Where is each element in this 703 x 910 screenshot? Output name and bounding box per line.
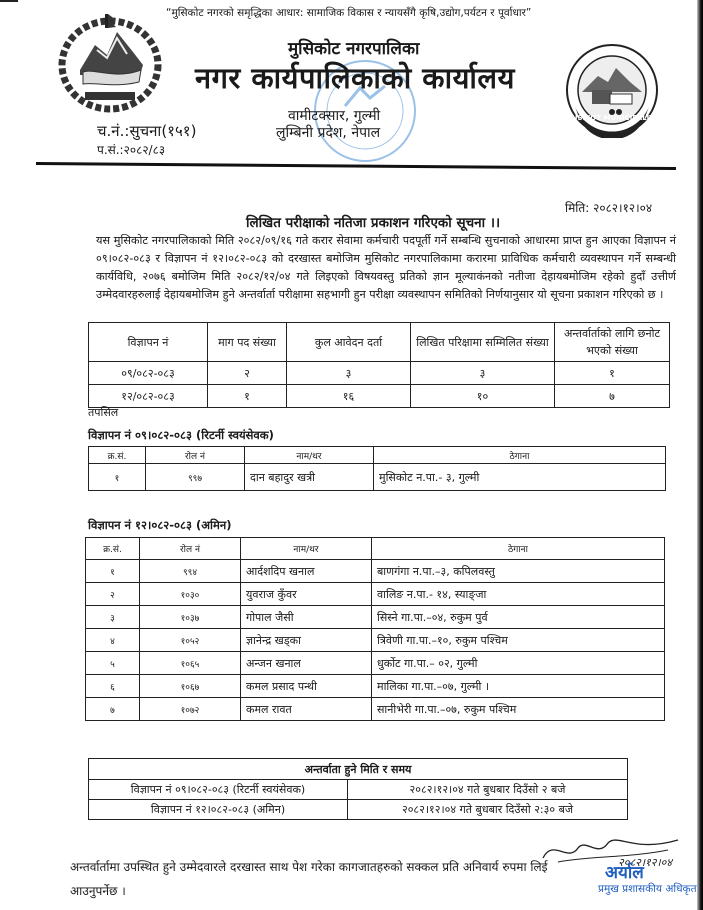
cell: त्रिवेणी गा.पा.–१०, रुकुम पश्चिम: [372, 629, 665, 652]
notice-body: यस मुसिकोट नगरपालिकाको मिति २०८२/०९/१६ गते करार सेवामा कर्मचारी पदपूर्ती गर्ने सम्बन्धि सुचनाको आधारमा प्राप्त हुन आएका विज्ञापन नं ०९।०८२-०८३ र विज्ञापन नं १२।०८२-०८३ को दरखास्त बमोजिम मुसिकोट नगरपालिकामा करारमा प्राविधिक कर्मचारी व्यवस्थापन गर्ने सम्बन्धी कार्यविधि, २०७६ बमोजिम मिति २०८२/१२/०४ गते लिइएको विषयवस्तु प्रतिको ज्ञान मूल्याकंनको नतीजा देहायबमोजिम रहेको हुदाँ उत्तीर्ण उम्मेदवारहरुलाई देहायबमोजिम हुने अन्तर्वार्ता परीक्षामा सहभागी हुन परीक्षा व्यवस्थापन समितिको निर्णयानुसार यो सूचना प्रकाशन गरिएको छ ।: [96, 234, 676, 301]
table-header-row: [89, 447, 666, 464]
cell: १०६५: [140, 652, 241, 675]
address-line-2: लुम्बिनी प्रदेश, नेपाल: [276, 125, 381, 141]
cell: वालिङ न.पा.- १४, स्याङ्जा: [372, 583, 665, 606]
cell: अन्जन खनाल: [241, 652, 372, 675]
signature-date: २०८२।१२।०४: [618, 856, 673, 869]
summary-table: [88, 322, 670, 408]
cell: ७: [86, 698, 140, 721]
notice-title: लिखित परीक्षाको नतिजा प्रकाशन गरिएको सूचना ।।: [246, 215, 501, 231]
reference-pa-san: प.सं.:२०८२/८३: [97, 143, 166, 157]
col-header: क्र.सं.: [86, 538, 140, 560]
col-header: क्र.सं.: [89, 447, 146, 464]
table-row: [86, 583, 665, 606]
table-row: [89, 362, 670, 385]
nepal-emblem-logo: [55, 10, 165, 119]
footer-instruction: अन्तर्वार्तामा उपस्थित हुने उम्मेदवारले दरखास्त साथ पेश गरेका कागजातहरुको सक्कल प्रति अनिवार्य रुपमा लिई: [70, 860, 548, 874]
cell: २०८२।१२।०४ गते बुधबार दिउँसो २ बजे: [348, 780, 628, 800]
cell: ३: [86, 606, 140, 629]
col-header: ठेगाना: [374, 447, 666, 464]
cell: १०३७: [140, 606, 241, 629]
cell: १: [89, 464, 146, 491]
cell: ६: [86, 675, 140, 698]
table-row: [86, 698, 665, 721]
col-header: कुल आवेदन दर्ता: [287, 323, 411, 362]
cell: १०: [411, 385, 555, 408]
signatory-title: प्रमुख प्रशासकीय अधिकृत: [598, 883, 697, 895]
table-row: [86, 560, 665, 583]
scan-edge-top: [0, 0, 18, 2]
interview-table-title: अन्तर्वाता हुने मिति र समय: [89, 759, 628, 780]
table-row: [86, 652, 665, 675]
cell: २: [208, 362, 287, 385]
col-header: नाम/थर: [245, 447, 374, 464]
col-header: रोल नं: [146, 447, 245, 464]
cell: १२/०८२-०८३: [89, 385, 208, 408]
section1-table: [88, 446, 666, 491]
table-row: [86, 629, 665, 652]
col-header: माग पद संख्या: [208, 323, 287, 362]
section1-title: विज्ञापन नं ०९।०८२-०८३ (रिटर्नी स्वयंसेवक): [88, 428, 274, 442]
section2-title: विज्ञापन नं १२।०८२-०८३ (अमिन): [88, 518, 232, 532]
cell: १०७२: [140, 698, 241, 721]
cell: ९९७: [146, 464, 245, 491]
col-header: नाम/थर: [241, 538, 372, 560]
cell: १: [86, 560, 140, 583]
table-row: [89, 385, 670, 408]
cell: दान बहादुर खत्री: [245, 464, 374, 491]
table-row: [86, 675, 665, 698]
cell: ०९/०८२-०८३: [89, 362, 208, 385]
cell: युवराज कुँवर: [241, 583, 372, 606]
cell: १: [555, 362, 670, 385]
table-row: [86, 606, 665, 629]
cell: १०५२: [140, 629, 241, 652]
table-row: [89, 780, 628, 800]
tapasil-label: तपसिल: [88, 406, 119, 419]
cell: सानीभेरी गा.पा.–०७, रुकुम पश्चिम: [372, 698, 665, 721]
cell: २: [86, 583, 140, 606]
office-title: नगर कार्यपालिकाको कार्यालय: [195, 61, 515, 95]
municipality-name: मुसिकोट नगरपालिका: [288, 39, 420, 59]
table-row: [89, 464, 666, 491]
table-row: [89, 800, 628, 820]
cell: धुर्कोट गा.पा.– ०२, गुल्मी: [372, 652, 665, 675]
interview-schedule-table: [88, 758, 628, 820]
signatory-name: अर्याल: [605, 863, 644, 883]
footer-instruction-end: आउनुपर्नेछ ।: [70, 884, 126, 898]
cell: विज्ञापन नं ०९।०८२-०८३ (रिटर्नी स्वयंसेवक): [89, 780, 348, 800]
col-header: लिखित परिक्षामा सम्मिलित संख्या: [411, 323, 555, 362]
col-header: अन्तर्वार्ताको लागि छनोट भएको संख्या: [555, 323, 670, 362]
table-header-row: [86, 538, 665, 560]
cell: मालिका गा.पा.–०७, गुल्मी ।: [372, 675, 665, 698]
cell: सिस्ने गा.पा.–०४, रुकुम पुर्व: [372, 606, 665, 629]
cell: ज्ञानेन्द्र खड्का: [241, 629, 372, 652]
address-line-1: वामीटक्सार, गुल्मी: [288, 108, 381, 124]
cell: ९९४: [140, 560, 241, 583]
table-header-row: [89, 323, 670, 362]
cell: ३: [411, 362, 555, 385]
logo-caption: MUSIKOT MUNICIPALITY: [564, 114, 660, 122]
cell: कमल रावत: [241, 698, 372, 721]
cell: १६: [287, 385, 411, 408]
cell: २०८२।१२।०४ गते बुधबार दिउँसो २:३० बजे: [348, 800, 628, 820]
motto: “मुसिकोट नगरको समृद्धिका आधार: सामाजिक विकास र न्यायसँगै कृषि,उद्योग,पर्यटन र पूर्वाधार”: [166, 7, 532, 19]
musikot-municipality-logo: [564, 42, 660, 142]
section2-table: [85, 537, 665, 721]
notice-date: मिति: २०८२।१२।०४: [565, 201, 653, 215]
cell: विज्ञापन नं १२।०८२-०८३ (अमिन): [89, 800, 348, 820]
cell: १०६७: [140, 675, 241, 698]
reference-cha-no: च.नं.:सुचना(१५१): [97, 122, 197, 140]
cell: ३: [287, 362, 411, 385]
col-header: ठेगाना: [372, 538, 665, 560]
cell: ५: [86, 652, 140, 675]
cell: मुसिकोट न.पा.- ३, गुल्मी: [374, 464, 666, 491]
cell: १०३०: [140, 583, 241, 606]
cell: ४: [86, 629, 140, 652]
table-header-row: [89, 759, 628, 780]
col-header: विज्ञापन नं: [89, 323, 208, 362]
cell: आर्दशदिप खनाल: [241, 560, 372, 583]
cell: कमल प्रसाद पन्थी: [241, 675, 372, 698]
col-header: रोल नं: [140, 538, 241, 560]
scan-edge-right: [697, 0, 703, 910]
cell: ७: [555, 385, 670, 408]
cell: बाणगंगा न.पा.–३, कपिलवस्तु: [372, 560, 665, 583]
cell: १: [208, 385, 287, 408]
cell: गोपाल जैसी: [241, 606, 372, 629]
